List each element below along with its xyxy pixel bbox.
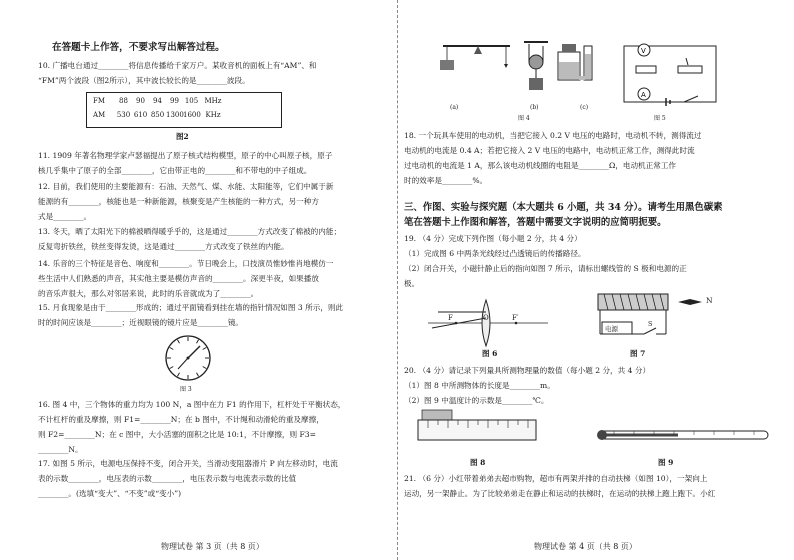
fig5-circuit xyxy=(616,40,726,110)
fig4-diagram xyxy=(438,40,608,110)
question-16: 16. 图 4 中，三个物体的重力均为 100 N，a 图中在力 F1 的作用下，杠杆处于平衡状态， 不计杠杆的重及摩擦，则 F1=________N；在 b 图中，不计绳和动滑轮的重及摩擦， 则 F2=________N；在 c 图中，大小活塞的面积之比是 10:1，不计摩擦，则 F3= ________N。 xyxy=(38,400,346,454)
fig4-label-b: (b) xyxy=(530,104,539,111)
fig3-caption: 图 3 xyxy=(180,386,192,393)
fig6-f-left: F xyxy=(448,314,453,322)
fig7-solenoid xyxy=(594,290,714,342)
fig4-caption: 图 4 xyxy=(518,115,530,122)
svg-text:V: V xyxy=(641,47,646,55)
page-4 xyxy=(397,0,794,560)
fig7-power-label: 电源 xyxy=(605,325,618,333)
question-10: 10. 广播电台通过________将信息传播给千家万户。某收音机的面板上有“AM”、和 “FM”两个波段（图2所示），其中波长较长的是________波段。 xyxy=(38,61,317,85)
question-15: 15. 月食现象是由于________形成的；通过平面镜看到挂在墙的指针情况如图 3 所示，则此 时的时间应该是________；近视眼镜的镜片应是________镜。 xyxy=(38,303,344,327)
fig9-thermometer xyxy=(594,426,774,446)
question-19: 19. （4 分）完成下列作图（每小题 2 分，共 4 分） （1）完成图 6 中两条光线经过凸透镜后的传播路径。 （2）闭合开关，小磁针静止后的指向如图 7 所示，请标出螺线管的 S 极和电源的正 极。 xyxy=(404,234,687,288)
fig8-caption: 图 8 xyxy=(470,458,486,467)
question-12: 12. 目前，我们使用的主要能源有：石油、天然气、煤、水能、太阳能等，它们中属于新 能源的有________，核能也是一种新能源，核聚变是产生核能的一种方式，另一种方 式是________。 xyxy=(38,182,334,221)
question-13: 13. 冬天，晒了太阳光下的棉被晒得暖乎乎的，这是通过________方式改变了棉被的内能； 反复弯折铁丝，铁丝变得发烫，这是通过________方式改变了铁丝的内能。 xyxy=(38,227,342,251)
fig8-ruler xyxy=(418,410,538,450)
fig7-n-label: N xyxy=(706,296,713,305)
fig2-caption: 图2 xyxy=(176,132,189,141)
fig5-caption: 图 5 xyxy=(654,115,666,122)
section-3-heading: 三、作图、实验与探究题（本大题共 6 小题，共 34 分）。请考生用黑色碳素 笔在答题卡上作图和解答，答题中需要文字说明的应简明扼要。 xyxy=(404,202,723,228)
question-17: 17. 如图 5 所示，电源电压保持不变，闭合开关，当滑动变阻器滑片 P 向左移动时，电流 表的示数________，电压表的示数________，电压表示数与电流表示数的比值 ________。(选填“变大”、“不变”或“变小”) xyxy=(38,459,338,498)
question-21: 21. （6 分）小红带着弟弟去超市购物，超市有两架并排的自动扶梯（如图 10），一架向上 运动，另一架静止。为了比较弟弟走在静止和运动的扶梯时，在运动的扶梯上跑上跑下。小红 xyxy=(404,474,716,498)
question-20: 20. （4 分）请记录下列量具所测物理量的数值（每小题 2 分，共 4 分） （1）图 8 中所测物体的长度是________m。 （2）图 9 中温度计的示数是________℃。 xyxy=(404,366,651,405)
fig4-label-c: (c) xyxy=(580,104,589,111)
fig9-caption: 图 9 xyxy=(658,458,674,467)
fig6-f-right: F′ xyxy=(512,314,519,322)
question-14: 14. 乐音的三个特征是音色、响度和________。节日晚会上，口技演员惟妙惟肖地模仿一 些生活中人们熟悉的声音，其实他主要是模仿声音的________。深更半夜，如果播放 的音乐声很大，那么对邻居来说，此时的乐音就成为了________。 xyxy=(38,259,334,298)
page-footer: 物理试卷 第 3 页（共 8 页） xyxy=(161,542,264,551)
question-11: 11. 1909 年著名物理学家卢瑟福提出了原子核式结构模型，原子的中心叫原子核，原子 核几乎集中了原子的全部________，它由带正电的________和不带电的中子组成。 xyxy=(38,151,333,175)
fig7-caption: 图 7 xyxy=(630,349,646,358)
fig6-caption: 图 6 xyxy=(482,349,498,358)
fm-row: FM 88 90 94 99 105 MHz xyxy=(93,97,222,105)
question-18: 18. 一个玩具车使用的电动机，当把它接入 0.2 V 电压的电路时，电动机不转，测得流过 电动机的电流是 0.4 A；若把它接入 2 V 电压的电路中，电动机正常工作，测得此时流 过电动机的电流是 1 A，那么该电动机线圈的电阻是________Ω，电动机正常工作 时的效率是________%。 xyxy=(404,131,702,185)
answer-instruction: 在答题卡上作答，不要求写出解答过程。 xyxy=(52,42,225,53)
fig6-lens xyxy=(428,298,548,348)
svg-text:A: A xyxy=(641,91,646,99)
fig7-switch-label: S xyxy=(648,320,653,328)
radio-dial-table xyxy=(86,92,282,128)
page-footer: 物理试卷 第 4 页（共 8 页） xyxy=(534,542,637,551)
fig6-o: O xyxy=(483,314,489,322)
fig3-clock xyxy=(160,333,216,383)
fig4-label-a: (a) xyxy=(450,104,459,111)
am-row: AM 530 610 850 1300 1600 KHz xyxy=(93,111,221,119)
